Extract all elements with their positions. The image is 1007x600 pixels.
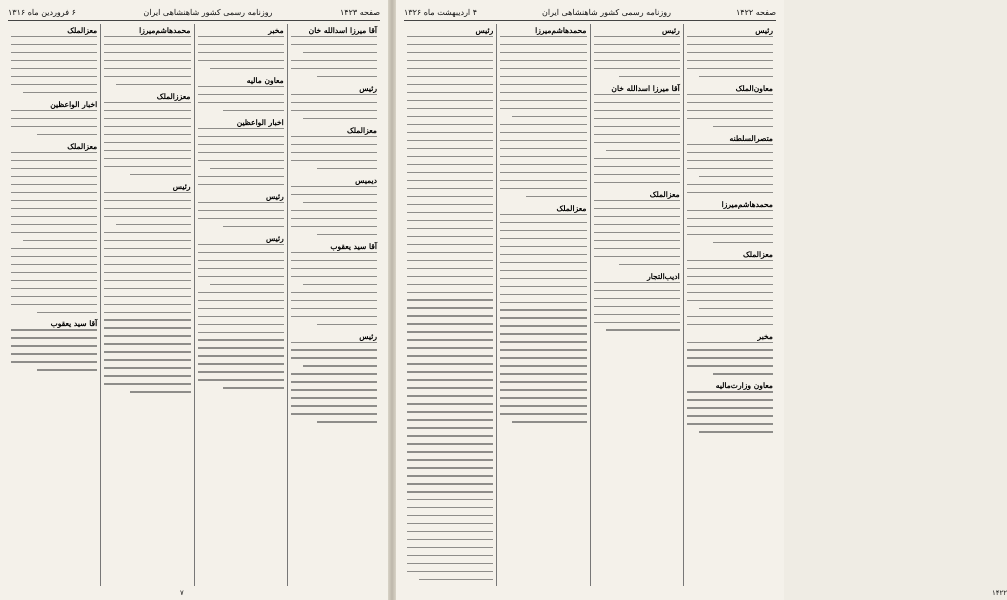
speaker-heading: معاون مالیه <box>246 75 284 85</box>
left-page-header <box>8 4 380 21</box>
left-column-1 <box>287 24 380 586</box>
speaker-heading: مخبر <box>757 331 773 341</box>
speaker-heading: متصرالسلطنه <box>729 133 773 143</box>
speaker-heading: معزالملک <box>346 125 377 135</box>
speaker-heading: رئیس <box>359 331 377 341</box>
right-header-date: ۴ اردیبهشت ماه ۱۳۲۶ <box>404 7 477 17</box>
speaker-heading: آقا میرزا اسدالله خان <box>611 83 680 93</box>
speaker-heading: ادیب‌التجار <box>647 271 680 281</box>
speaker-heading: معزالملک <box>649 189 680 199</box>
left-column-4 <box>8 24 100 586</box>
right-page <box>396 0 1007 600</box>
right-page-number: ۱۴۲۲ <box>992 589 1007 597</box>
speaker-heading: رئیس <box>661 26 680 35</box>
right-column-1 <box>683 24 776 586</box>
speaker-heading: آقا میرزا اسدالله خان <box>308 26 377 35</box>
left-page-number: ۷ <box>180 589 184 597</box>
left-page <box>0 0 388 600</box>
left-header-page: صفحه ۱۴۲۳ <box>339 7 380 17</box>
speaker-heading: محمدهاشم‌میرزا <box>535 26 587 35</box>
right-page-columns <box>404 24 776 586</box>
speaker-heading: معزالملک <box>67 141 98 151</box>
speaker-heading: آقا سید یعقوب <box>330 241 377 251</box>
speaker-heading: رئیس <box>475 26 494 35</box>
speaker-heading: دیمیس <box>355 175 377 185</box>
left-header-date: ۶ فروردین ماه ۱۳۱۶ <box>8 7 76 17</box>
left-column-3 <box>100 24 193 586</box>
speaker-heading: محمدهاشم‌میرزا <box>139 26 191 35</box>
speaker-heading: مخبر <box>268 26 284 35</box>
right-column-4 <box>404 24 496 586</box>
right-column-2 <box>590 24 683 586</box>
left-column-2 <box>194 24 287 586</box>
speaker-heading: معزالملک <box>556 203 587 213</box>
speaker-heading: رئیس <box>359 83 377 93</box>
speaker-heading: معاون‌الملک <box>735 83 773 93</box>
speaker-heading: اخبار الواعظین <box>50 99 98 109</box>
page-gutter <box>388 0 396 600</box>
speaker-heading: آقا سید یعقوب <box>50 319 98 329</box>
speaker-heading: معزالملک <box>742 249 773 259</box>
speaker-heading: رئیس <box>172 181 191 191</box>
right-page-header <box>404 4 776 21</box>
speaker-heading: معززالملک <box>156 91 191 101</box>
left-header-title: روزنامه رسمی کشور شاهنشاهی ایران <box>143 7 273 17</box>
speaker-heading: اخبار الواعظین <box>236 117 284 127</box>
speaker-heading: رئیس <box>265 191 284 201</box>
speaker-heading: معزالملک <box>67 26 98 35</box>
left-page-columns <box>8 24 380 586</box>
right-column-3 <box>496 24 589 586</box>
speaker-heading: معاون وزارت‌مالیه <box>715 381 773 391</box>
right-header-title: روزنامه رسمی کشور شاهنشاهی ایران <box>541 7 671 17</box>
right-header-page: صفحه ۱۴۲۲ <box>735 7 776 17</box>
speaker-heading: رئیس <box>755 26 773 35</box>
speaker-heading: محمدهاشم‌میرزا <box>721 199 773 209</box>
speaker-heading: رئیس <box>265 233 284 243</box>
